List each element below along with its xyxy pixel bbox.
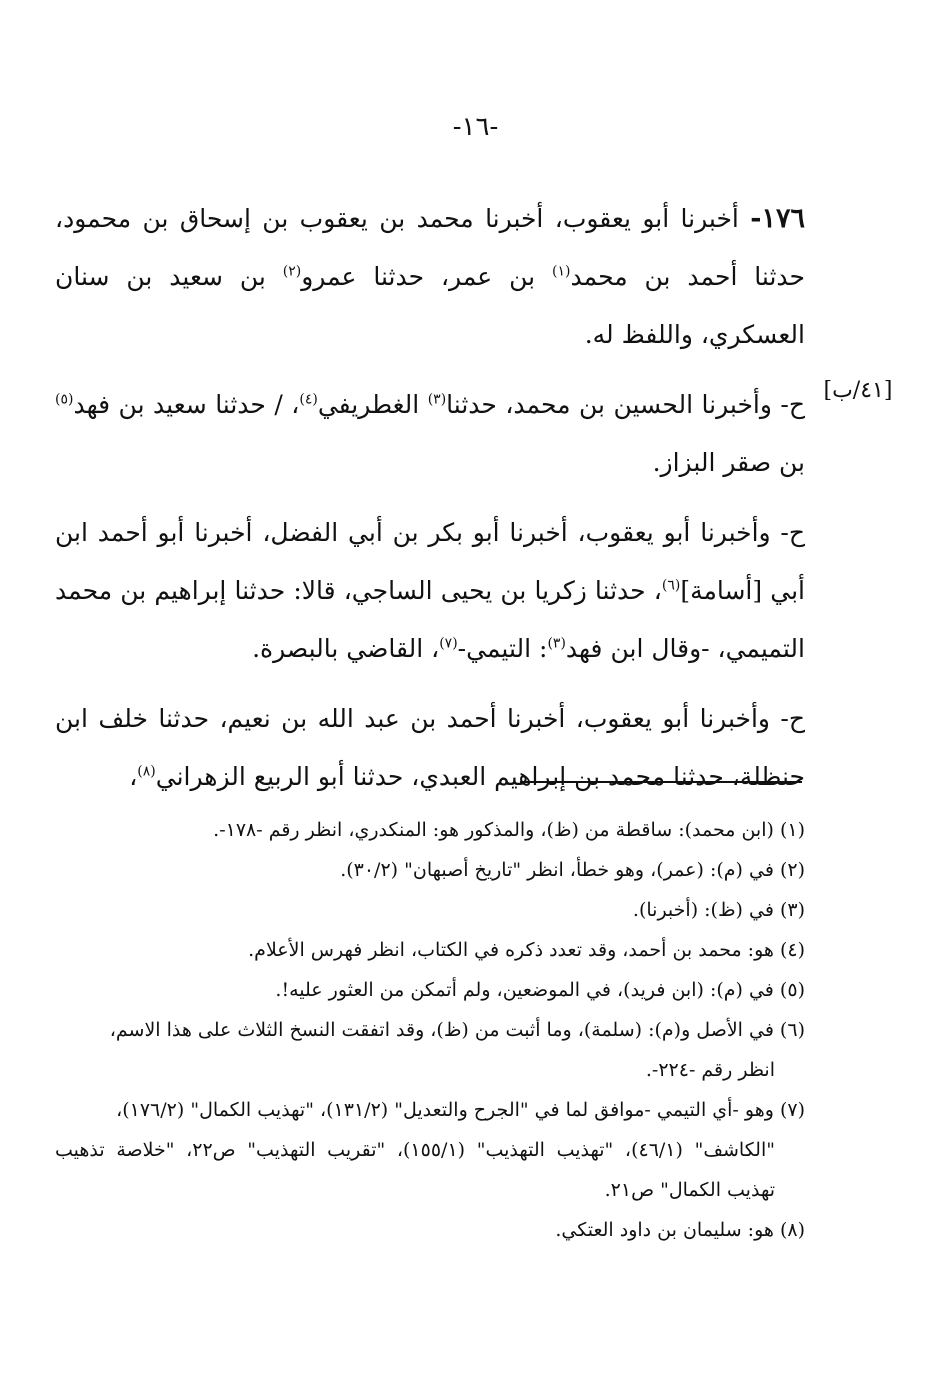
text-run: ، القاضي بالبصرة. (252, 634, 440, 663)
text-run: ، (129, 762, 138, 791)
chain-paragraph-4 (55, 690, 805, 806)
text-run: بن عمر، حدثنا عمرو (301, 262, 553, 291)
footnotes (55, 810, 805, 1250)
footnote-separator (520, 781, 802, 783)
footnote-ref: (٨) (137, 763, 156, 780)
text-run: بن سعيد بن سنان العسكري، واللفظ له. (55, 262, 805, 349)
footnote-ref: (١) (552, 263, 571, 280)
main-text (55, 190, 805, 818)
hadith-paragraph-176 (55, 190, 805, 364)
chain-paragraph-2 (55, 376, 805, 492)
footnote-5: (٥) في (م): (ابن فريد)، في الموضعين، ولم أتمكن من العثور عليه!. (275, 979, 805, 1001)
text-run: بن صقر البزاز. (652, 448, 805, 477)
text-run: ح- وأخبرنا أبو يعقوب، أخبرنا أبو بكر بن أبي الفضل، أخبرنا أبو أحمد ابن أبي [أسامة] (55, 518, 806, 605)
footnote-6-line: (٦) في الأصل و(م): (سلمة)، وما أثبت من (ظ)، وقد اتفقت النسخ الثلاث على هذا الاسم، (109, 1019, 805, 1041)
footnote-6-continuation: انظر رقم -٢٢٤-. (645, 1059, 775, 1081)
text-run: ح- وأخبرنا الحسين بن محمد، حدثنا (446, 390, 805, 419)
footnote-ref: (٥) (55, 391, 74, 408)
footnote-4: (٤) هو: محمد بن أحمد، وقد تعدد ذكره في الكتاب، انظر فهرس الأعلام. (248, 939, 805, 961)
footnote-7-line: (٧) وهو -أي التيمي -موافق لما في "الجرح والتعديل" (١٣١/٢)، "تهذيب الكمال" (١٧٦/٢)، (116, 1099, 805, 1121)
footnote-ref: (٦) (661, 577, 681, 594)
text-run: أخبرنا أبو يعقوب، أخبرنا محمد بن يعقوب بن إسحاق بن محمود، حدثنا أحمد بن محمد (55, 204, 805, 291)
footnote-7-continuation: "الكاشف" (٤٦/١)، "تهذيب التهذيب" (١٥٥/١)، "تقريب التهذيب" ص٢٢، "خلاصة تذهيب تهذيب الكمال" ص٢١. (55, 1139, 775, 1201)
text-run: الغطريفي (317, 390, 428, 419)
chain-paragraph-3 (55, 504, 805, 678)
margin-folio-note: [٤١/ب] (823, 378, 893, 403)
footnote-6 (55, 1010, 805, 1090)
footnote-ref: (٣) (427, 391, 447, 408)
footnote-ref: (٣) (547, 635, 566, 652)
hadith-number: ١٧٦- (750, 203, 805, 234)
text-run: ح- وأخبرنا أبو يعقوب، أخبرنا أحمد بن عبد الله بن نعيم، حدثنا خلف ابن حنظلة، حدثنا محمد بن إبراهيم العبدي، حدثنا أبو الربيع الزهراني (55, 704, 805, 791)
footnote-1: (١) (ابن محمد): ساقطة من (ظ)، والمذكور هو: المنكدري، انظر رقم -١٧٨-. (213, 819, 805, 841)
footnote-7 (55, 1090, 805, 1210)
page-number: -١٦- (452, 112, 499, 142)
text-run: ، / حدثنا سعيد بن فهد (73, 390, 300, 419)
footnote-3: (٣) في (ظ): (أخبرنا). (632, 899, 805, 921)
text-run: ، حدثنا زكريا بن يحيى الساجي، قالا: حدثنا إبراهيم بن محمد التميمي، -وقال ابن فهد (55, 576, 805, 663)
text-run: : التيمي- (457, 634, 548, 663)
footnote-ref: (٢) (282, 263, 302, 280)
footnote-ref: (٧) (439, 635, 458, 652)
footnote-2: (٢) في (م): (عمر)، وهو خطأ، انظر "تاريخ أصبهان" (٣٠/٢). (340, 859, 805, 881)
footnote-ref: (٤) (299, 391, 318, 408)
footnote-8: (٨) هو: سليمان بن داود العتكي. (555, 1219, 805, 1241)
